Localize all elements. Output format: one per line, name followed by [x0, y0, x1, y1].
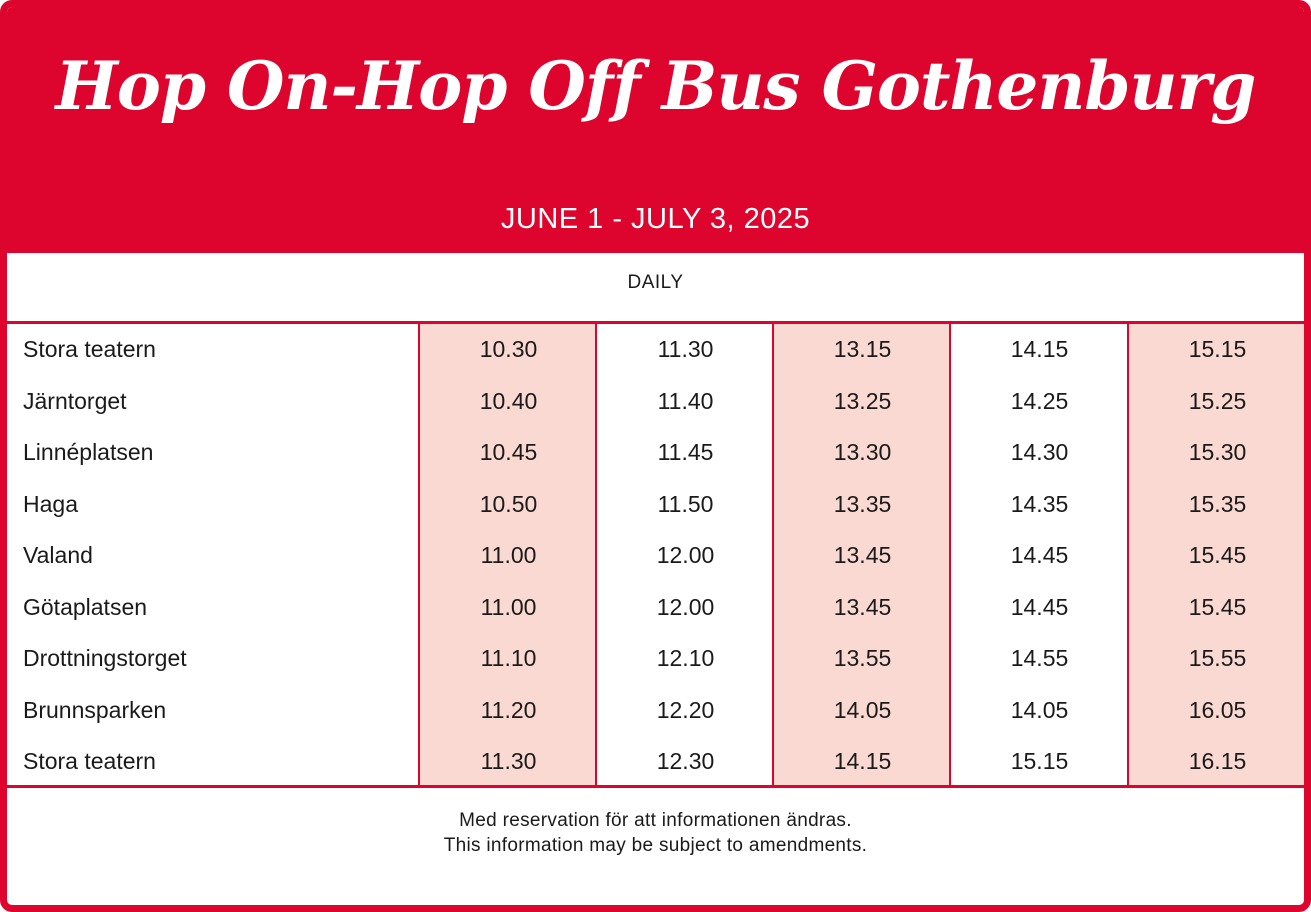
departure-time: 10.45	[479, 439, 538, 465]
departure-time: 10.50	[479, 490, 538, 517]
table-row	[7, 324, 1304, 376]
departure-time: 13.25	[833, 387, 892, 414]
departure-time: 11.20	[480, 696, 537, 723]
table-row	[7, 427, 1304, 479]
departure-time: 14.45	[1010, 593, 1069, 620]
table-row	[7, 685, 1304, 737]
departure-time: 11.30	[657, 336, 714, 362]
departure-time: 11.00	[480, 593, 537, 620]
departure-time: 15.15	[1188, 336, 1247, 362]
departure-time: 12.00	[656, 542, 715, 568]
departure-time: 12.30	[656, 748, 715, 774]
departure-time: 16.05	[1188, 696, 1247, 723]
table-row	[7, 582, 1304, 634]
departure-time: 10.30	[479, 336, 538, 362]
stop-name: Brunnsparken	[23, 696, 167, 723]
departure-time: 11.50	[657, 490, 714, 517]
departure-time: 15.45	[1188, 593, 1247, 620]
departure-time: 12.20	[656, 696, 715, 723]
departure-time: 11.10	[480, 645, 537, 671]
departure-time: 13.15	[833, 336, 892, 362]
departure-time: 11.40	[657, 387, 714, 414]
stop-name: Stora teatern	[23, 748, 156, 774]
stop-name: Drottningstorget	[23, 645, 187, 671]
page-title: Hop On-Hop Off Bus Gothenburg	[55, 47, 1256, 125]
departure-time: 12.10	[656, 645, 715, 671]
departure-time: 15.55	[1188, 645, 1247, 671]
header-banner	[7, 7, 1304, 253]
departure-time: 15.15	[1010, 748, 1069, 774]
stop-name: Stora teatern	[23, 336, 156, 362]
stop-name: Valand	[23, 542, 93, 568]
timetable-grid	[7, 324, 1304, 785]
departure-time: 13.55	[833, 645, 892, 671]
stop-name: Götaplatsen	[23, 593, 148, 620]
departure-time: 14.45	[1010, 542, 1069, 568]
departure-time: 13.35	[833, 490, 892, 517]
stop-name: Järntorget	[23, 387, 127, 414]
departure-time: 14.15	[1010, 336, 1069, 362]
table-row	[7, 530, 1304, 582]
departure-time: 13.30	[833, 439, 892, 465]
departure-time: 14.35	[1010, 490, 1069, 517]
date-range: JUNE 1 - JULY 3, 2025	[500, 203, 811, 235]
departure-time: 13.45	[833, 542, 892, 568]
departure-time: 15.35	[1188, 490, 1247, 517]
departure-time: 11.30	[480, 748, 537, 774]
disclaimer-swedish: Med reservation för att informationen ändras.	[459, 810, 852, 831]
departure-time: 11.00	[480, 542, 537, 568]
disclaimer-english: This information may be subject to amendments.	[443, 835, 868, 856]
departure-time: 14.05	[833, 696, 892, 723]
departure-time: 10.40	[479, 387, 538, 414]
departure-time: 14.30	[1010, 439, 1069, 465]
departure-time: 14.15	[833, 748, 892, 774]
table-bottom-divider	[7, 785, 1304, 788]
departure-time: 15.30	[1188, 439, 1247, 465]
stop-name: Haga	[23, 490, 78, 517]
departure-time: 13.45	[833, 593, 892, 620]
table-row	[7, 736, 1304, 788]
table-row	[7, 479, 1304, 531]
departure-time: 15.25	[1188, 387, 1247, 414]
departure-time: 14.55	[1010, 645, 1069, 671]
departure-time: 14.05	[1010, 696, 1069, 723]
departure-time: 11.45	[657, 439, 714, 465]
stop-name: Linnéplatsen	[23, 439, 154, 465]
departure-time: 12.00	[656, 593, 715, 620]
departure-time: 14.25	[1010, 387, 1069, 414]
departure-time: 16.15	[1188, 748, 1247, 774]
table-row	[7, 376, 1304, 428]
departure-time: 15.45	[1188, 542, 1247, 568]
frequency-label: DAILY	[627, 272, 684, 293]
table-row	[7, 633, 1304, 685]
